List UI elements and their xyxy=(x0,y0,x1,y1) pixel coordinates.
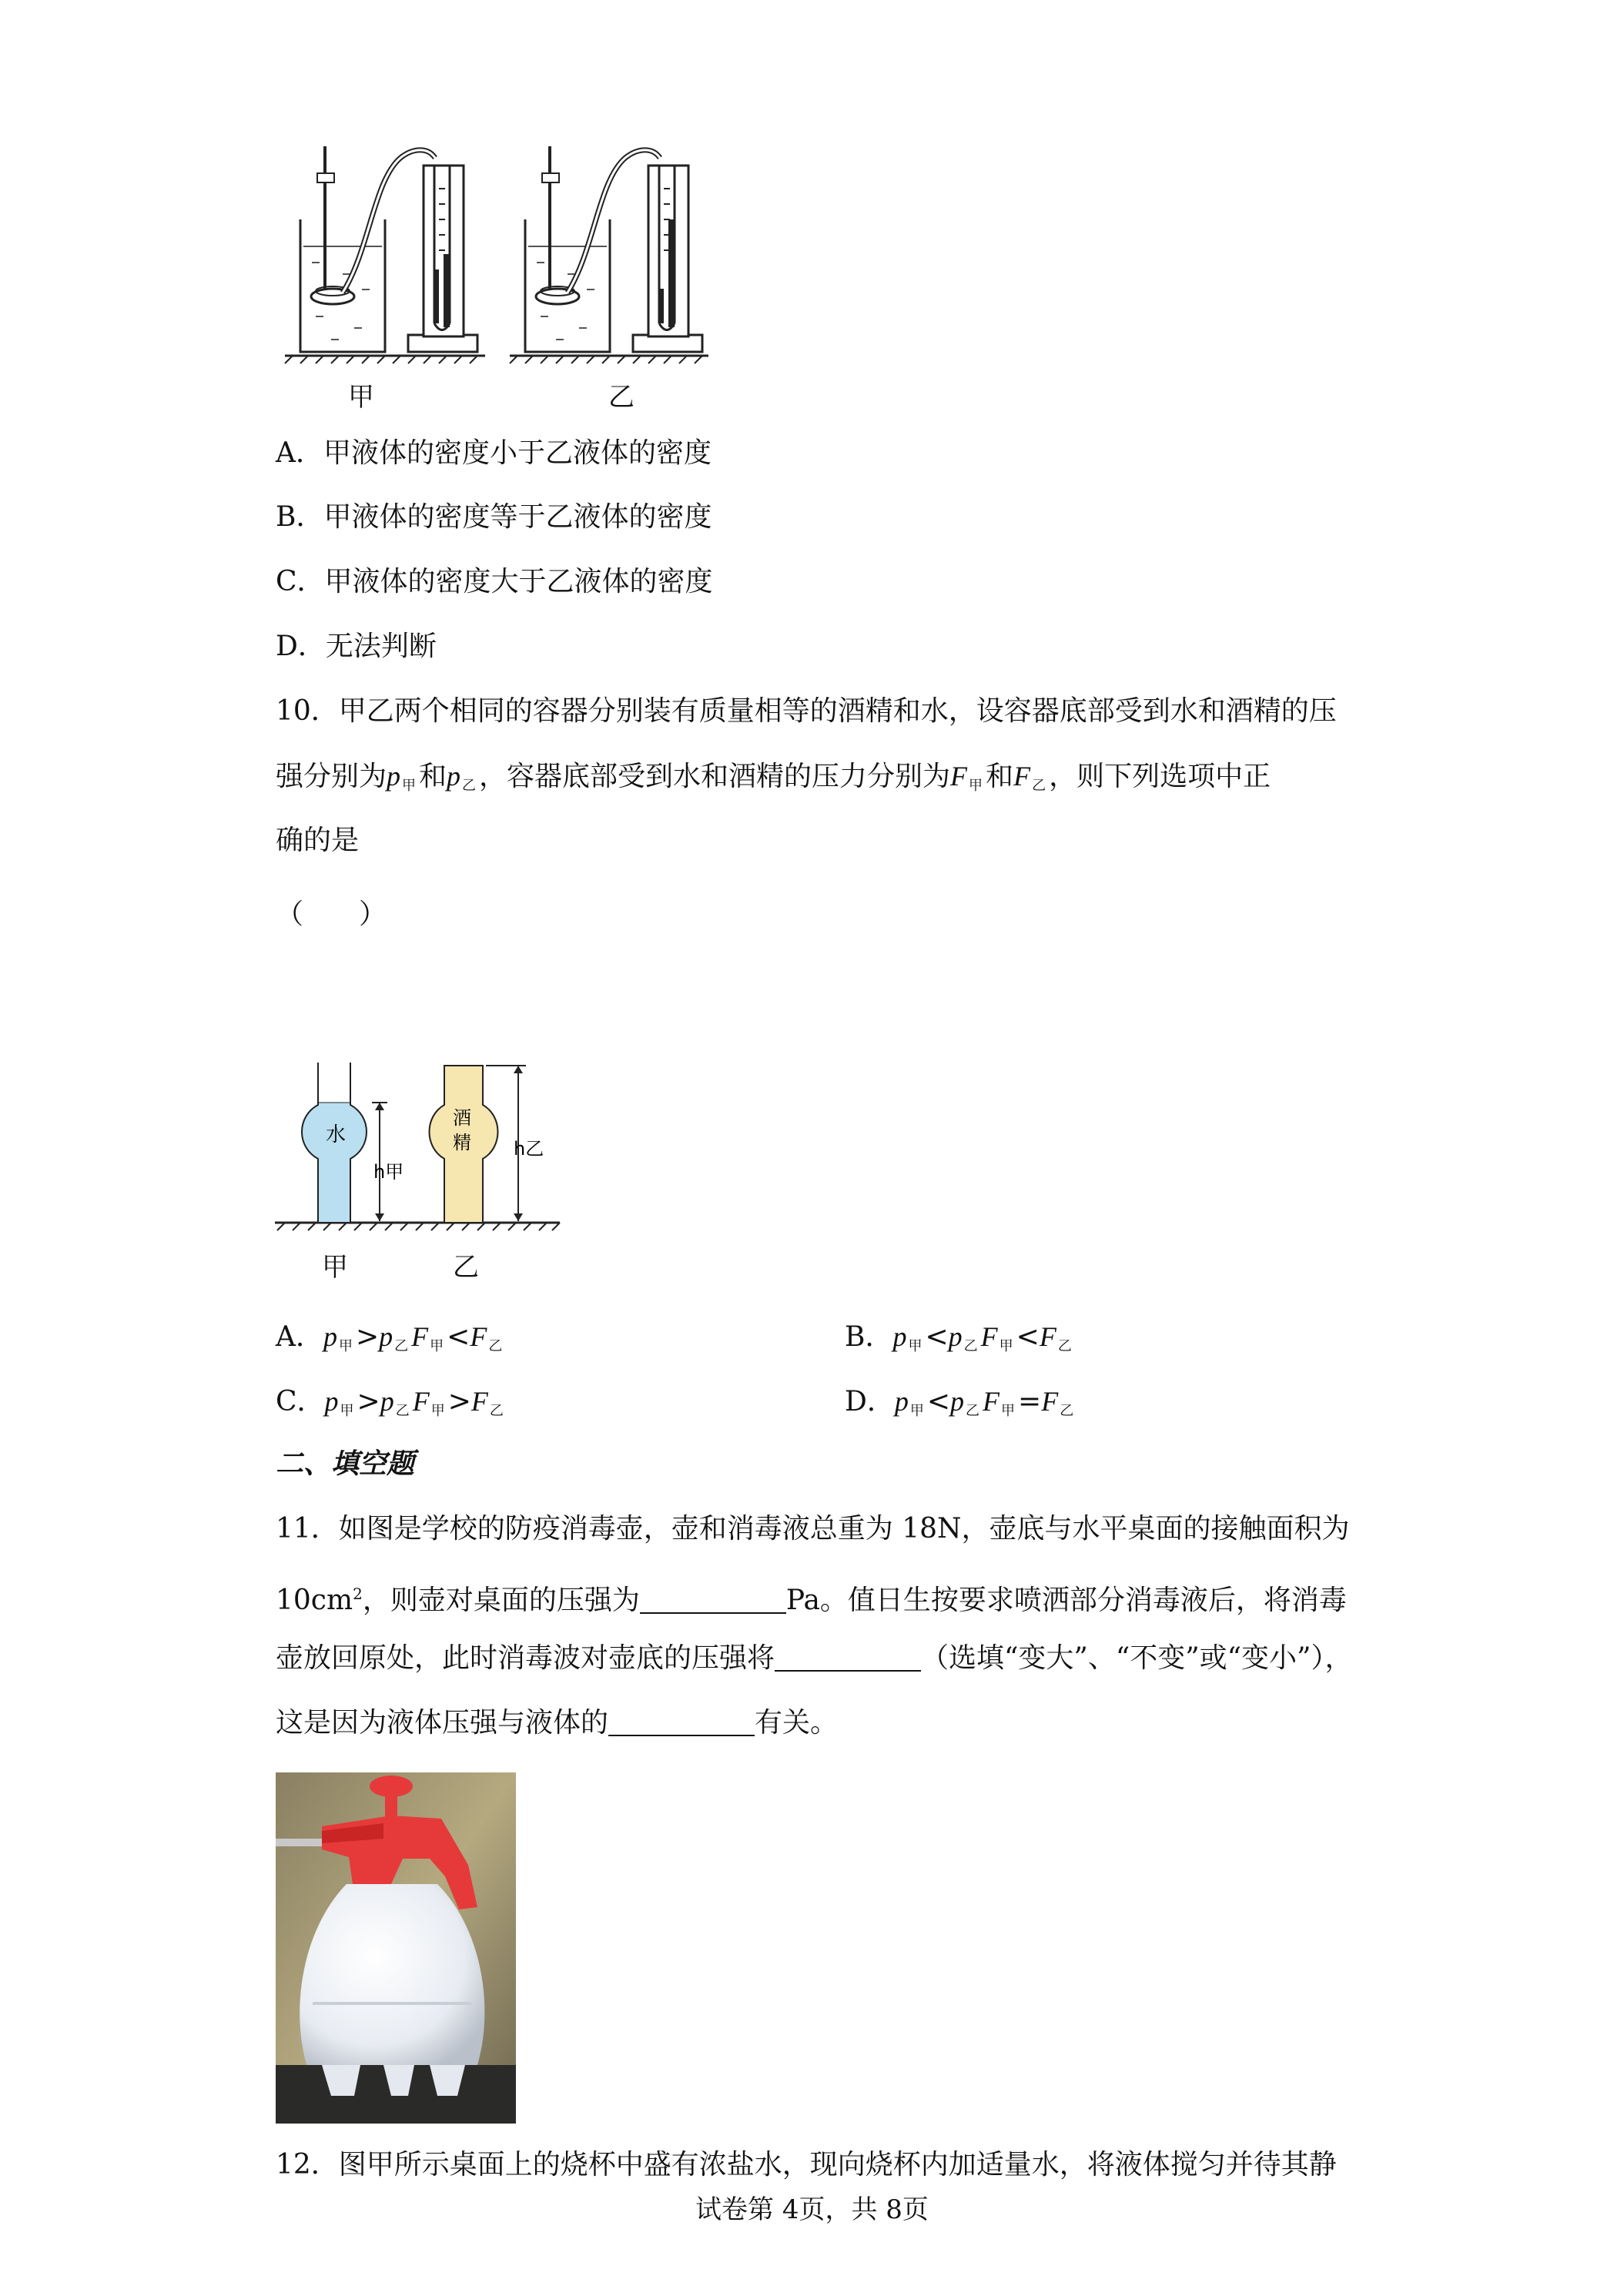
q10-option-a: A．p $_甲$ >p $_乙$ F $_甲$ <F $_乙$ xyxy=(276,1321,503,1354)
q11-blank-3[interactable] xyxy=(608,1707,755,1736)
alcohol-label-1: 酒 xyxy=(453,1107,471,1129)
q11-line4: 这是因为液体压强与液体的 有关。 xyxy=(276,1707,839,1739)
q11-blank-1[interactable] xyxy=(640,1585,786,1614)
section-fill-in-blank-heading: 二、填空题 xyxy=(276,1448,415,1480)
q9-label-jia: 甲 xyxy=(348,382,374,413)
q10-option-c: C．p $_甲$ >p $_乙$ F $_甲$ >F $_乙$ xyxy=(276,1386,504,1419)
q9-option-c: C．甲液体的密度大于乙液体的密度 xyxy=(276,566,713,597)
q9-figure xyxy=(277,135,708,366)
q9-option-b: B．甲液体的密度等于乙液体的密度 xyxy=(276,501,712,533)
q11-line1: 11．如图是学校的防疫消毒壶，壶和消毒液总重为 18N，壶底与水平桌面的接触面积为 xyxy=(276,1513,1350,1545)
q10-stem-line2: 强分别为p $_甲$ 和p $_乙$ ，容器底部受到水和酒精的压力分别为F $_甲$ 和F $_乙$ ，则下列选项中正 xyxy=(276,761,1271,794)
q10-option-d: D．p $_甲$ <p $_乙$ F $_甲$ =F $_乙$ xyxy=(845,1386,1074,1419)
q11-line3: 壶放回原处，此时消毒波对壶底的压强将 （选填“变大”、“不变”或“变小”）， xyxy=(276,1642,1353,1674)
q10-stem-line1: 10．甲乙两个相同的容器分别装有质量相等的酒精和水，设容器底部受到水和酒精的压 xyxy=(276,695,1337,727)
q10-stem-line3: 确的是 xyxy=(276,825,360,856)
q9-option-d: D．无法判断 xyxy=(276,631,437,662)
q10-label-jia: 甲 xyxy=(322,1252,348,1283)
h-jia-label: h甲 xyxy=(373,1161,404,1183)
q11-blank-2[interactable] xyxy=(775,1642,921,1672)
q9-setup-yi xyxy=(510,146,708,363)
q10-option-b: B．p $_甲$ <p $_乙$ F $_甲$ <F $_乙$ xyxy=(845,1321,1072,1354)
q12-line1: 12．图甲所示桌面上的烧杯中盛有浓盐水，现向烧杯内加适量水，将液体搅匀并待其静 xyxy=(276,2149,1337,2181)
q10-figure xyxy=(273,1063,566,1232)
spray-bottle-photo xyxy=(276,1772,516,2124)
page-footer: 试卷第 4页，共 8页 xyxy=(695,2194,929,2225)
h-yi-label: h乙 xyxy=(514,1138,544,1160)
q9-setup-jia xyxy=(285,146,485,363)
q10-label-yi: 乙 xyxy=(453,1252,479,1283)
q10-answer-bracket: （ ） xyxy=(276,899,387,930)
q9-label-yi: 乙 xyxy=(608,382,635,413)
water-label: 水 xyxy=(326,1123,347,1146)
q11-line2: $10cm^2$，则壶对桌面的压强为 Pa。值日生按要求喷洒部分消毒液后，将消毒 xyxy=(276,1585,1347,1616)
q9-option-a: A．甲液体的密度小于乙液体的密度 xyxy=(276,437,712,469)
alcohol-label-2: 精 xyxy=(453,1132,471,1153)
